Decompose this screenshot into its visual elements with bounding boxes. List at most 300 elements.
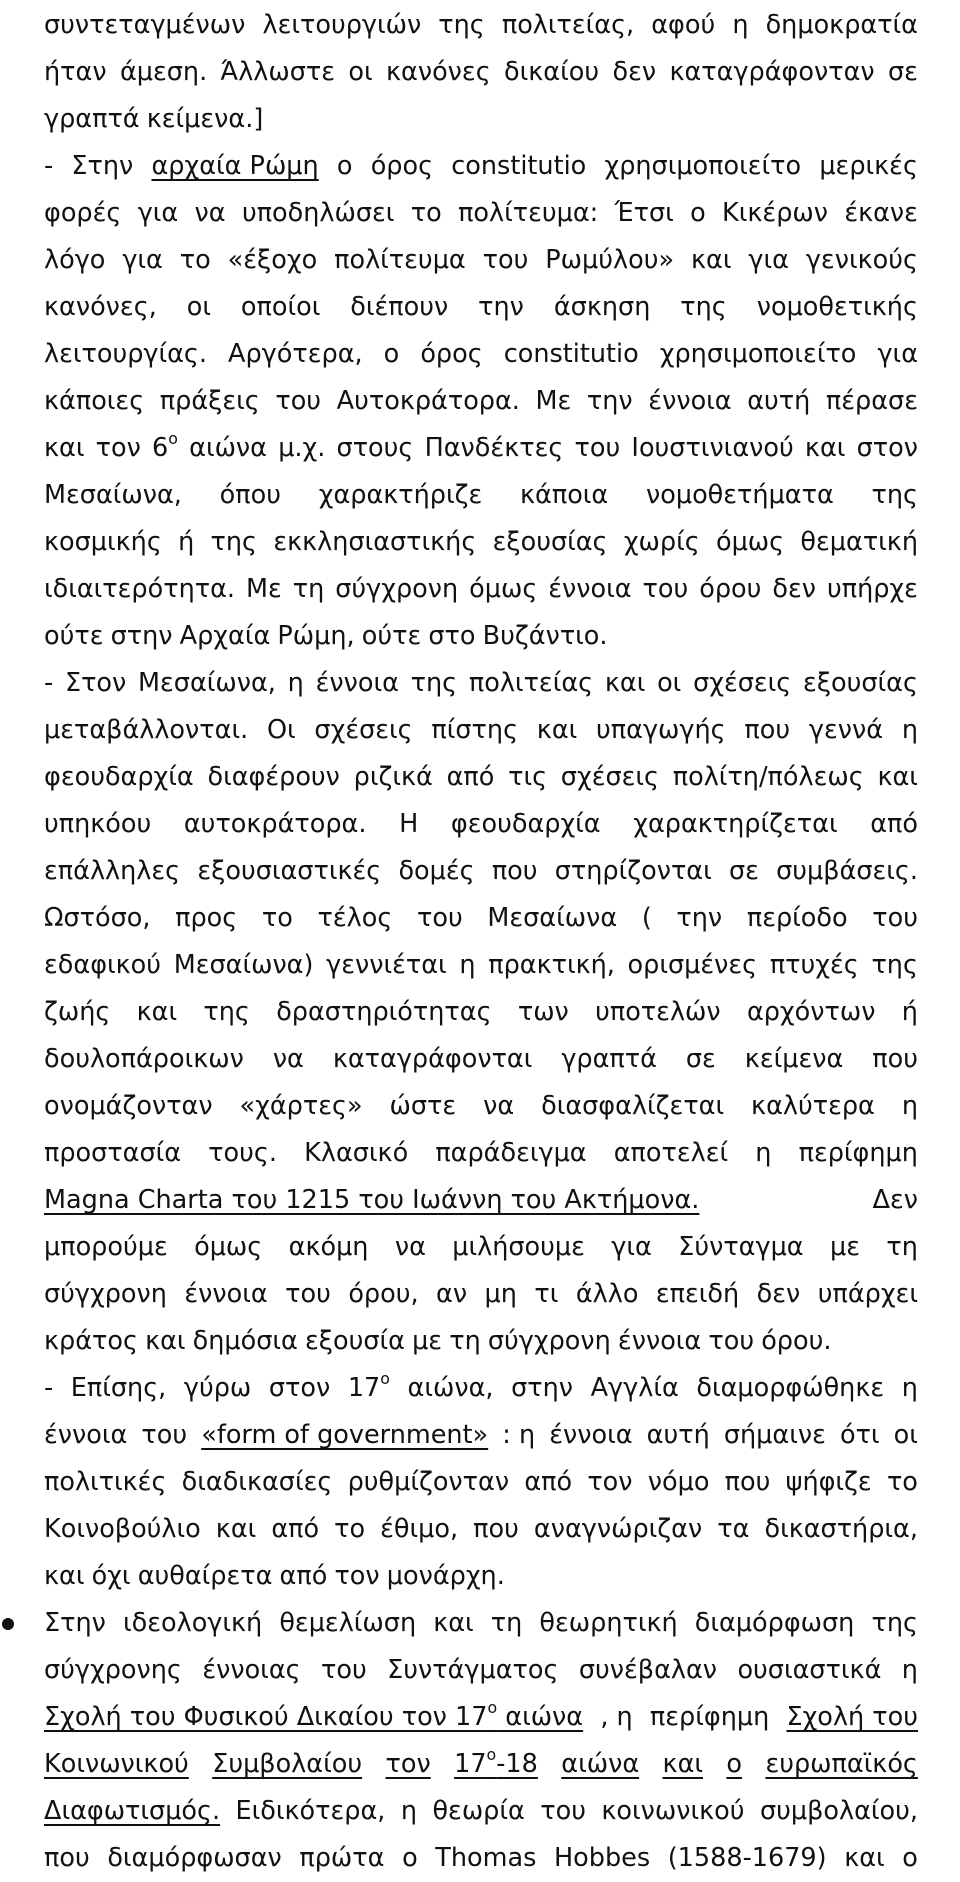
word: το <box>334 1514 366 1544</box>
text-line <box>44 143 918 190</box>
word-text: αιώνα <box>561 1749 640 1779</box>
word: για <box>611 1232 652 1262</box>
word: constitutio <box>451 151 587 181</box>
word: Έτσι <box>614 198 674 228</box>
text-line <box>44 2 918 49</box>
word-text: Magna Charta του 1215 του Ιωάννη του Ακτήμονα. <box>44 1185 700 1215</box>
text-line <box>44 1600 918 1647</box>
word: πίστης <box>431 715 519 745</box>
word: μ.χ. <box>278 433 326 463</box>
word <box>44 1788 220 1835</box>
word: έννοια <box>617 1326 702 1356</box>
word: η <box>400 1796 417 1826</box>
word: η <box>901 715 918 745</box>
word: και <box>145 1326 186 1356</box>
word: εκκλησιαστικής <box>273 527 477 557</box>
word: το <box>261 903 293 933</box>
word: κάποια <box>520 480 609 510</box>
word: προς <box>175 903 238 933</box>
word: Ειδικότερα, <box>235 1796 386 1826</box>
word: και <box>844 1843 885 1873</box>
word: γεννά <box>808 715 884 745</box>
word: και <box>877 762 918 792</box>
word: - <box>44 151 54 181</box>
word: σε <box>685 1044 716 1074</box>
text-line <box>44 425 918 472</box>
word: ονομάζονταν <box>44 1091 213 1121</box>
word: μεταβάλλονται. <box>44 715 249 745</box>
word: διέπουν <box>350 292 449 322</box>
word: και <box>44 1561 85 1591</box>
word: ούτε <box>361 621 422 651</box>
word: διαμόρφωσαν <box>107 1843 282 1873</box>
word: διασφαλίζεται <box>541 1091 725 1121</box>
word-text: ευρωπαϊκός <box>765 1749 918 1779</box>
word: φεουδαρχία <box>450 809 601 839</box>
word-text: Σχολή του <box>786 1702 918 1732</box>
word: Αρχαία <box>179 621 271 651</box>
word-text: ο <box>726 1749 743 1779</box>
word <box>786 1694 918 1741</box>
word: τη <box>886 1232 918 1262</box>
word: λόγο <box>44 245 106 275</box>
word: κείμενα <box>744 1044 844 1074</box>
text-line <box>44 1130 918 1177</box>
word: θεωρία <box>432 1796 525 1826</box>
word <box>561 1741 639 1788</box>
word: διαδικασίες <box>181 1467 333 1497</box>
word: φεουδαρχία <box>44 762 194 792</box>
word: ορισμένες <box>627 950 758 980</box>
word: χρησιμοποιείτο <box>604 151 802 181</box>
word: και <box>804 433 846 463</box>
word: Thomas <box>435 1843 537 1873</box>
word: Αυτοκράτορα. <box>336 386 520 416</box>
word: αρχόντων <box>746 997 876 1027</box>
word: κανόνες, <box>44 292 157 322</box>
word: σύγχρονη <box>335 574 459 604</box>
word: δικαίου <box>504 57 600 87</box>
word: που <box>724 1467 771 1497</box>
word: πρώτα <box>299 1843 385 1873</box>
word: δεν <box>756 1279 801 1309</box>
word: με <box>412 1326 443 1356</box>
text-line <box>44 331 918 378</box>
word: έκανε <box>844 198 918 228</box>
word: άμεση. <box>119 57 208 87</box>
text-line <box>44 1224 918 1271</box>
word: κράτος <box>44 1326 138 1356</box>
word: «έξοχο <box>227 245 318 275</box>
word: που <box>744 715 791 745</box>
word: στο <box>428 621 476 651</box>
word: από <box>271 1514 320 1544</box>
word: εξουσίας <box>492 527 608 557</box>
word: έννοια <box>549 1420 633 1450</box>
text-line <box>44 1506 918 1553</box>
text-line <box>44 754 918 801</box>
word: Δεν <box>872 1185 918 1215</box>
word: αυτή <box>646 1420 710 1450</box>
word: Μεσαίωνα, <box>44 480 182 510</box>
word: και <box>433 1608 474 1638</box>
word: κοινωνικού <box>601 1796 745 1826</box>
word: του <box>416 903 463 933</box>
word: εξουσία <box>304 1326 405 1356</box>
word: ο <box>336 151 353 181</box>
word: σύγχρονη <box>487 1326 611 1356</box>
word: να <box>483 1091 515 1121</box>
word: αν <box>436 1279 468 1309</box>
text-line <box>44 1365 918 1412</box>
word: όρου, <box>348 1279 419 1309</box>
text-line <box>44 190 918 237</box>
word: τις <box>508 762 548 792</box>
word: Ιουστινιανού <box>631 433 794 463</box>
word: της <box>680 292 727 322</box>
word: περίοδο <box>746 903 848 933</box>
word: έννοια <box>548 574 632 604</box>
word: τους. <box>208 1138 277 1168</box>
word: Μεσαίωνα) <box>173 950 314 980</box>
word: τα <box>717 1514 750 1544</box>
text-line <box>44 284 918 331</box>
word: τη <box>490 1608 523 1638</box>
word: της <box>871 1608 918 1638</box>
text-line <box>44 1835 918 1882</box>
word: και <box>136 997 178 1027</box>
text-line <box>44 1083 918 1130</box>
word: Οι <box>266 715 296 745</box>
text-line <box>44 1553 918 1600</box>
word: νόμο <box>647 1467 710 1497</box>
word: όρου. <box>761 1326 832 1356</box>
word: τι <box>534 1279 559 1309</box>
word: νομοθετικής <box>756 292 918 322</box>
word-text: 17 <box>347 1373 381 1403</box>
word: τη <box>292 574 325 604</box>
word: από <box>870 809 918 839</box>
word: της <box>210 527 258 557</box>
word: από <box>524 1467 573 1497</box>
word: δομές <box>398 856 475 886</box>
word <box>726 1741 742 1788</box>
word: πολίτευμα: <box>458 198 599 228</box>
word-tail: -18 <box>496 1749 538 1779</box>
word-text: τον <box>385 1749 431 1779</box>
word: δικαστήρια, <box>764 1514 918 1544</box>
word: γεννιέται <box>326 950 447 980</box>
word-text: 17 <box>454 1749 487 1779</box>
word: της <box>871 480 918 510</box>
word-text: «form of government» <box>201 1420 489 1450</box>
word: φορές <box>44 198 122 228</box>
word: ή <box>178 527 195 557</box>
word: να <box>272 1044 304 1074</box>
word: αυθαίρετα <box>137 1561 273 1591</box>
word: άλλο <box>575 1279 639 1309</box>
word <box>44 1177 699 1224</box>
text-line <box>44 989 918 1036</box>
word: θεμελίωση <box>279 1608 417 1638</box>
word: υπάρχει <box>817 1279 918 1309</box>
word: εξουσίας <box>803 668 918 698</box>
word: σύγχρονη <box>44 1279 167 1309</box>
word: Κλασικό <box>304 1138 409 1168</box>
word: νομοθετήματα <box>646 480 834 510</box>
word: η <box>901 1373 918 1403</box>
word: μη <box>484 1279 517 1309</box>
text-line <box>44 1271 918 1318</box>
word: έννοια <box>44 1420 128 1450</box>
word <box>212 1741 362 1788</box>
word: συμβάσεις. <box>776 856 918 886</box>
word: της <box>438 10 485 40</box>
word: Στην <box>44 1608 106 1638</box>
word: όρου <box>699 574 762 604</box>
word <box>152 425 178 472</box>
word: του <box>642 574 689 604</box>
word: εξουσιαστικές <box>197 856 382 886</box>
word: κείμενα.] <box>146 104 264 134</box>
word: Με <box>535 386 572 416</box>
word: συντεταγμένων <box>44 10 246 40</box>
word: όρος <box>420 339 483 369</box>
word: των <box>517 997 569 1027</box>
word: «χάρτες» <box>239 1091 363 1121</box>
word: μονάρχη. <box>386 1561 505 1591</box>
word: στους <box>336 433 414 463</box>
word-text: Κοινωνικού <box>44 1749 189 1779</box>
word: χωρίς <box>623 527 700 557</box>
text-line <box>44 1741 918 1788</box>
word: εδαφικού <box>44 950 162 980</box>
word: δημοκρατία <box>765 10 918 40</box>
word: δεν <box>612 57 657 87</box>
superscript: ο <box>487 1698 498 1718</box>
word: για <box>137 198 179 228</box>
word-text: 6 <box>152 433 169 463</box>
word: τον <box>334 1561 380 1591</box>
word: συμβολαίου, <box>759 1796 918 1826</box>
word: και <box>604 668 646 698</box>
word: ρυθμίζονταν <box>347 1467 510 1497</box>
word: δουλοπάροικων <box>44 1044 244 1074</box>
word <box>44 1741 189 1788</box>
word: Μεσαίωνα, <box>138 668 276 698</box>
text-line <box>44 895 918 942</box>
word: του <box>540 1796 586 1826</box>
word: του <box>482 245 529 275</box>
word: το <box>179 245 211 275</box>
superscript: ο <box>380 1369 390 1389</box>
word <box>765 1741 917 1788</box>
word: περίφημη <box>798 1138 918 1168</box>
text-line <box>44 801 918 848</box>
word: από <box>446 762 495 792</box>
word: Σύνταγμα <box>678 1232 804 1262</box>
word: ακόμη <box>288 1232 369 1262</box>
word: σε <box>888 57 918 87</box>
word: μερικές <box>819 151 918 181</box>
text-line <box>44 472 918 519</box>
word: ότι <box>839 1420 880 1450</box>
word: γύρω <box>183 1373 252 1403</box>
word: αυτή <box>747 386 811 416</box>
word: τέλος <box>317 903 393 933</box>
word: του <box>321 1655 367 1685</box>
word: ζωής <box>44 997 111 1027</box>
word: στον <box>268 1373 331 1403</box>
word <box>663 1741 703 1788</box>
word: ο <box>402 1843 418 1873</box>
text-line <box>44 96 918 143</box>
word: πολιτείας <box>468 668 594 698</box>
text-line <box>44 660 918 707</box>
word: πολίτη/πόλεως <box>672 762 864 792</box>
word: Συντάγματος <box>387 1655 559 1685</box>
word: και <box>215 1514 257 1544</box>
word: την <box>676 903 723 933</box>
word: ουσιαστικά <box>737 1655 882 1685</box>
word: Στην <box>71 151 134 181</box>
word: κάποιες <box>44 386 145 416</box>
word: του <box>872 903 918 933</box>
word: του <box>285 1279 331 1309</box>
word: υποδηλώσει <box>241 198 395 228</box>
word: - <box>44 1373 54 1403</box>
word: της <box>871 950 918 980</box>
word: σύγχρονης <box>44 1655 182 1685</box>
text-line <box>44 1788 918 1835</box>
word: αυτοκράτορα. <box>183 809 367 839</box>
word: υπαγωγής <box>596 715 726 745</box>
word: διαμορφώθηκε <box>696 1373 885 1403</box>
word: λειτουργιών <box>262 10 422 40</box>
word: έννοια <box>648 386 732 416</box>
word: της <box>410 668 458 698</box>
word: περίφημη <box>649 1702 770 1732</box>
word: στην <box>511 1373 574 1403</box>
word: και <box>44 433 85 463</box>
word: όρος <box>370 151 434 181</box>
word: ιδεολογική <box>122 1608 263 1638</box>
word: όμως <box>469 574 538 604</box>
word: ριζικά <box>353 762 433 792</box>
word <box>201 1412 488 1459</box>
word: οι <box>348 57 373 87</box>
word: γραπτά <box>44 104 140 134</box>
word: της <box>203 997 250 1027</box>
word: μιλήσουμε <box>452 1232 585 1262</box>
word <box>454 1741 538 1788</box>
word: όμως <box>194 1232 263 1262</box>
word: πρακτική, <box>488 950 615 980</box>
word: οι <box>657 668 682 698</box>
word: Κοινοβούλιο <box>44 1514 201 1544</box>
word: άσκηση <box>553 292 651 322</box>
word: Αγγλία <box>590 1373 679 1403</box>
word: επειδή <box>655 1279 740 1309</box>
text-line <box>44 942 918 989</box>
word-text: Συμβολαίου <box>212 1749 363 1779</box>
word: τον <box>587 1467 633 1497</box>
word: ήταν <box>44 57 107 87</box>
word: έθιμο, <box>380 1514 459 1544</box>
word: σχέσεις <box>560 762 660 792</box>
word: για <box>122 245 163 275</box>
word: δραστηριότητας <box>276 997 492 1027</box>
word: οποίοι <box>240 292 321 322</box>
text-line <box>44 378 918 425</box>
word: υπήρχε <box>826 574 918 604</box>
word: η <box>287 668 304 698</box>
word: τη <box>449 1326 481 1356</box>
word: να <box>394 1232 426 1262</box>
word: πολιτείας, <box>501 10 635 40</box>
text-line <box>44 707 918 754</box>
word <box>385 1741 430 1788</box>
superscript: ο <box>486 1745 497 1765</box>
word: και <box>536 715 578 745</box>
superscript: ο <box>168 429 178 449</box>
word: Μεσαίωνα <box>487 903 618 933</box>
word: ο <box>902 1843 918 1873</box>
word: ώστε <box>389 1091 457 1121</box>
bullet-icon <box>2 1618 14 1630</box>
word: στην <box>110 621 173 651</box>
text-line <box>44 237 918 284</box>
word: κοσμικής <box>44 527 162 557</box>
word: ούτε <box>44 621 104 651</box>
word: σχέσεις <box>314 715 413 745</box>
word: την <box>478 292 524 322</box>
word <box>348 1365 390 1412</box>
word: οι <box>893 1420 918 1450</box>
word: στηρίζονται <box>554 856 712 886</box>
text-line <box>44 848 918 895</box>
word: υποτελών <box>595 997 721 1027</box>
text-line <box>44 566 918 613</box>
word: παράδειγμα <box>435 1138 587 1168</box>
word: ή <box>901 997 918 1027</box>
word: ο <box>690 198 706 228</box>
word: έννοιας <box>202 1655 301 1685</box>
word: πέρασε <box>825 386 918 416</box>
word: κανόνες <box>386 57 491 87</box>
word: πολιτικές <box>44 1467 167 1497</box>
word: : η <box>502 1420 536 1450</box>
word: την <box>586 386 633 416</box>
word: Αργότερα, <box>228 339 363 369</box>
word: δημόσια <box>192 1326 298 1356</box>
word: διαφέρουν <box>207 762 340 792</box>
word: γραπτά <box>561 1044 657 1074</box>
word: χαρακτήριζε <box>318 480 483 510</box>
text-line <box>44 1459 918 1506</box>
word: οι <box>186 292 211 322</box>
word: πτυχές <box>769 950 859 980</box>
word: του <box>141 1420 188 1450</box>
word: με <box>829 1232 860 1262</box>
word: αφού <box>651 10 716 40</box>
word: θεματική <box>800 527 918 557</box>
word: να <box>194 198 226 228</box>
word: επάλληλες <box>44 856 181 886</box>
word <box>151 143 318 190</box>
word: (1588-1679) <box>667 1843 827 1873</box>
word: διαμόρφωση <box>694 1608 855 1638</box>
